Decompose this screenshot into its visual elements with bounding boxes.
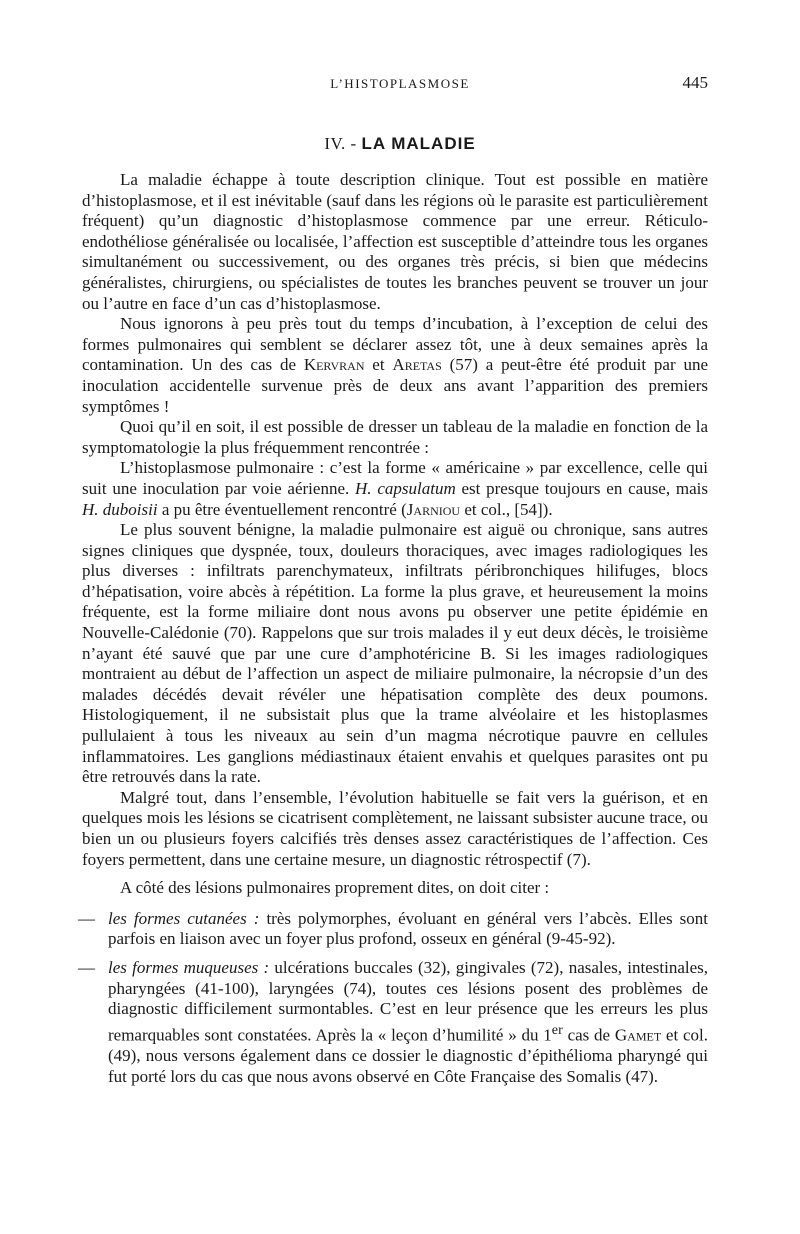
author-aretas: Aretas xyxy=(392,355,442,375)
list-item-cutaneous xyxy=(78,908,708,950)
section-number: IV. - xyxy=(324,134,357,153)
superscript-er: er xyxy=(551,1021,563,1038)
p2-text-a: Nous ignorons à peu près tout du temps d’incubation, à l’exception de celui des formes pulmonaires qui semblent se déclarer assez tôt, une à deux semaines après la contamination. Un des cas de xyxy=(82,314,708,375)
author-jarniou: Jarniou xyxy=(406,499,461,519)
forms-list xyxy=(78,908,709,1087)
p4-text-d: et col., [54]). xyxy=(460,499,553,519)
text-mucosal-a: ulcérations buccales (32), gingivales (72), nasales, intestinales, pharyngées (41-100), laryngées (74), toutes ces lésions posent des problèmes de diagnostic difficilement surmontables. C’est en leur présence que les erreurs les plus remarquables sont constatées. Après la « leçon d’humilité » du 1 xyxy=(108,957,709,1045)
list-dash: — xyxy=(78,908,95,928)
p4-text-a: L’histoplasmose pulmonaire : c’est la forme « américaine » par excellence, celle qui suit une inoculation par voie aérienne. xyxy=(82,458,708,498)
paragraph-3: Quoi qu’il en soit, il est possible de dresser un tableau de la maladie en fonction de la symptomatologie la plus fréquemment rencontrée : xyxy=(82,417,708,457)
p4-text-b: est presque toujours en cause, mais xyxy=(455,478,708,498)
paragraph-4 xyxy=(82,458,708,520)
p4-text-c: a pu être éventuellement rencontré ( xyxy=(157,499,407,519)
term-mucosal: les formes muqueuses : xyxy=(108,957,270,977)
body-text xyxy=(78,170,709,1087)
section-title: LA MALADIE xyxy=(361,134,476,153)
running-title: L’HISTOPLASMOSE xyxy=(330,76,470,91)
page-number: 445 xyxy=(682,73,708,92)
text-mucosal-b: cas de xyxy=(562,1025,615,1045)
running-head xyxy=(0,73,800,96)
paragraph-1: La maladie échappe à toute description clinique. Tout est possible en matière d’histoplasmose, et il est inévitable (sauf dans les régions où le parasite est particulièrement fréquent) qu’un diagnostic d’histoplasmose commence par une erreur. Réticulo-endothéliose généralisée ou localisée, l’affection est susceptible d’atteindre tous les organes simultanément ou successivement, ou des organes très précis, si bien que médecins généralistes, chirurgiens, ou spécialistes de toutes les branches peuvent se trouver un jour ou l’autre en face d’un cas d’histoplasmose. xyxy=(82,170,708,313)
paragraph-7: A côté des lésions pulmonaires proprement dites, on doit citer : xyxy=(120,878,550,898)
paragraph-2 xyxy=(82,314,708,417)
term-cutaneous: les formes cutanées : xyxy=(108,908,260,928)
author-kervran: Kervran xyxy=(303,355,365,375)
text-cutaneous: très polymorphes, évoluant en général vers l’abcès. Elles sont parfois en liaison avec un foyer plus profond, osseux en général (9-45-92). xyxy=(108,908,708,949)
species-capsulatum: H. capsulatum xyxy=(355,478,456,498)
species-duboisii: H. duboisii xyxy=(82,499,158,519)
paragraph-5: Le plus souvent bénigne, la maladie pulmonaire est aiguë ou chronique, sans autres signes cliniques que dyspnée, toux, douleurs thoraciques, avec images radiologiques les plus diverses : infiltrats parenchymateux, infiltrats péribronchiques hilifuges, blocs d’hépatisation, voire abcès à répétition. La forme la plus grave, et heureusement la moins fréquente, est la forme miliaire dont nous avons pu observer une petite épidémie en Nouvelle-Calédonie (70). Rappelons que sur trois malades il y eut deux décès, le troisième n’ayant été sauvé que par une cure d’amphotéricine B. Si les images radiologiques montraient au début de l’affection un aspect de miliaire pulmonaire, la nécropsie d’un des malades décédés devait révéler une hépatisation complète des deux poumons. Histologiquement, il ne subsistait plus que la trame alvéolaire et les histoplasmes pullulaient à tous les niveaux au sein d’un magma nécrotique pauvre en cellules inflammatoires. Les ganglions médiastinaux étaient envahis et quelques parasites ont pu être retrouvés dans la rate. xyxy=(82,520,708,787)
text-mucosal-c: et col. (49), nous versons également dans ce dossier le diagnostic d’épithélioma pharyngé qui fut porté lors du cas que nous avons observé en Côte Française des Somalis (47). xyxy=(108,1025,708,1086)
list-item-mucosal xyxy=(78,957,709,1087)
author-gamet: Gamet xyxy=(614,1025,662,1045)
paragraph-6: Malgré tout, dans l’ensemble, l’évolution habituelle se fait vers la guérison, et en quelques mois les lésions se cicatrisent complètement, ne laissant subsister aucune trace, ou bien un ou plusieurs foyers calcifiés très denses assez caractéristiques de l’affection. Ces foyers permettent, dans une certaine mesure, un diagnostic rétrospectif (7). xyxy=(82,787,708,869)
list-dash: — xyxy=(78,957,95,977)
p2-text-b: et xyxy=(364,355,393,375)
section-heading xyxy=(0,134,800,154)
p2-text-c: (57) a peut-être été produit par une inoculation accidentelle survenue près de deux ans avant l’apparition des premiers symptômes ! xyxy=(82,355,708,416)
